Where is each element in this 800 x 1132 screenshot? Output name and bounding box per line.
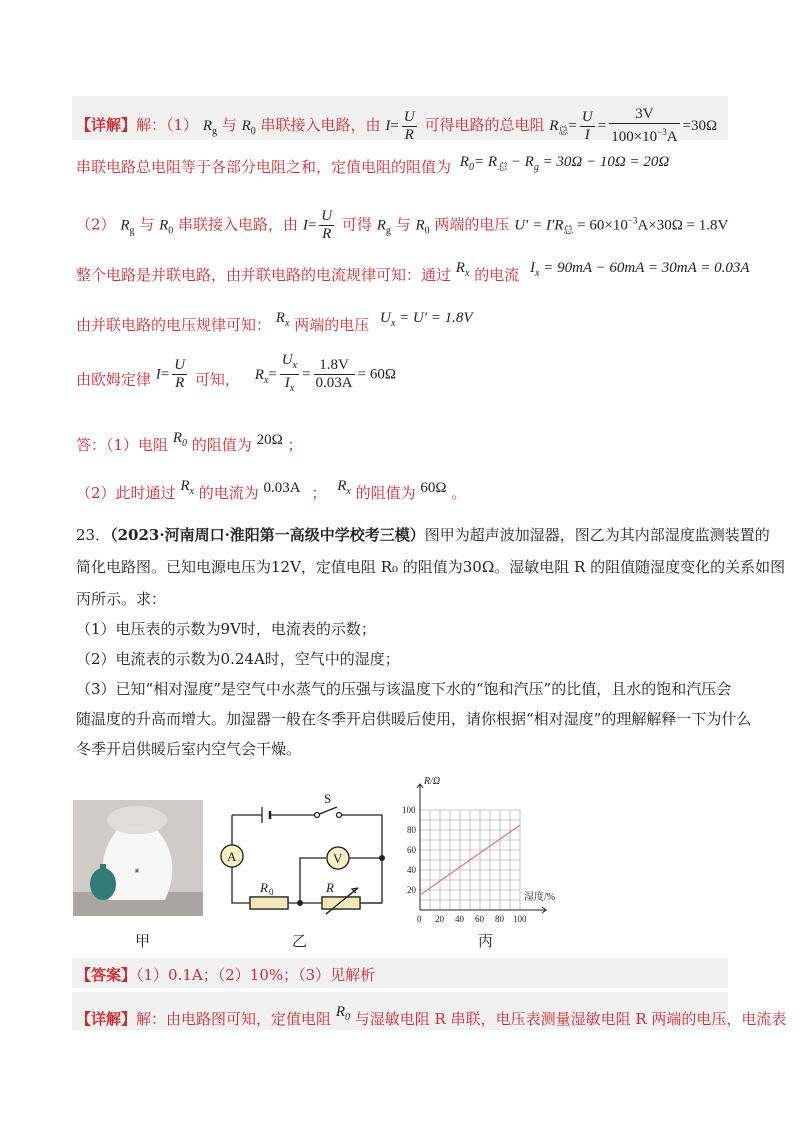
answer-line-2: （2）此时通过 $R_x$ 的电流为 0.03A ； $R_x$ 的阻值为 60Ω 。 (76, 478, 467, 502)
svg-text:▣: ▣ (134, 868, 140, 874)
question-23-line-3: 丙所示。求： (76, 590, 167, 608)
r-label: R (326, 880, 334, 895)
xtick-100: 100 (513, 914, 527, 924)
xtick-40: 40 (455, 914, 464, 924)
ytick-40: 40 (407, 865, 416, 875)
question-sub-1: （1）电压表的示数为9V时，电流表的示数； (76, 620, 376, 638)
answer-tag: 【答案】 (76, 966, 137, 984)
parallel-voltage-line: 由并联电路的电压规律可知： $R_x$ 两端的电压 $U_x = U' = 1.8V$ (76, 310, 473, 334)
graph-ylabel: R/Ω (424, 776, 441, 787)
detail-line-1: 【详解】解：（1） $R_g$ 与 $R_0$ 串联接入电路，由 I= $\frac{U}{R}$ 可得电路的总电阻 $R_总=$ $\frac{U}{I}$ = $\frac{3V}{100\times 10^{-3}A}$ =30Ω (76, 106, 718, 145)
xtick-0: 0 (417, 914, 422, 924)
voltmeter-label: V (333, 851, 343, 866)
question-sub-3a: （3）已知“相对湿度”是空气中水蒸气的压强与该温度下水的“饱和汽压”的比值，且水的饱和汽压会 (76, 680, 732, 698)
detail-line-2: 【详解】解：由电路图可知，定值电阻 $R_0$ 与湿敏电阻 R 串联，电压表测量湿敏电阻 R 两端的电压，电流表 (76, 1004, 787, 1028)
xtick-80: 80 (495, 914, 504, 924)
r0-label: R (260, 880, 268, 895)
series-rule-line: 串联电路总电阻等于各部分电阻之和，定值电阻的阻值为 $R_0= R_总 - R_g = 30\Omega - 10\Omega = 20\Omega$ (76, 154, 670, 176)
question-23-line-1: 23．（2023·河南周口·淮阳第一高级中学校考三模）图甲为超声波加湿器，图乙为其内部湿度监测装置的 (76, 526, 770, 544)
question-sub-3b: 随温度的升高而增大。加湿器一般在冬季开启供暖后使用，请你根据“相对湿度”的理解解释一下为什么 (76, 710, 752, 728)
xtick-60: 60 (475, 914, 484, 924)
svg-text:0: 0 (269, 887, 274, 897)
answer-line-1: 答：（1）电阻 $R_0$ 的阻值为 20Ω ； (76, 430, 303, 454)
ytick-80: 80 (407, 825, 416, 835)
ohm-law-line: 由欧姆定律 I= $\frac{U}{R}$ 可知， $R_x=$ $\frac{U_x}{I_x}$ = $\frac{1.8V}{0.03A}$ = 60Ω (76, 352, 396, 394)
question-sub-3c: 冬季开启供暖后室内空气会干燥。 (76, 740, 302, 758)
detail-tag: 【详解】 (76, 116, 137, 134)
graph-xlabel: 湿度/% (524, 892, 556, 903)
ytick-60: 60 (407, 845, 416, 855)
caption-bing: 丙 (478, 932, 494, 950)
ytick-20: 20 (407, 885, 416, 895)
circuit-diagram (212, 790, 392, 920)
answer-line: 【答案】（1）0.1A；（2）10%；（3）见解析 (76, 966, 376, 984)
caption-jia: 甲 (135, 932, 151, 950)
humidity-graph (396, 770, 576, 930)
question-sub-2: （2）电流表的示数为0.24A时，空气中的湿度； (76, 650, 400, 668)
ammeter-label: A (227, 849, 237, 864)
xtick-20: 20 (435, 914, 444, 924)
circuit-label-s: S (324, 791, 332, 806)
question-23-line-2: 简化电路图。已知电源电压为12V，定值电阻 R₀ 的阻值为30Ω。湿敏电阻 R 的阻值随湿度变化的关系如图 (76, 558, 786, 576)
part2-line: （2） $R_g$ 与 $R_0$ 串联接入电路，由 I= $\frac{U}{R}$ 可得 $R_g$ 与 $R_0$ 两端的电压 $U' = I'R_总 = 60\times 10^{-3}A\times 30\Omega = 1.8V$ (76, 208, 729, 242)
humidifier-photo (73, 800, 203, 916)
caption-yi: 乙 (292, 932, 308, 950)
parallel-current-line: 整个电路是并联电路，由并联电路的电流规律可知：通过 $R_x$ 的电流 $I_x = 90mA - 60mA = 30mA = 0.03A$ (76, 260, 750, 284)
ytick-100: 100 (402, 805, 416, 815)
detail2-tag: 【详解】 (76, 1010, 137, 1028)
